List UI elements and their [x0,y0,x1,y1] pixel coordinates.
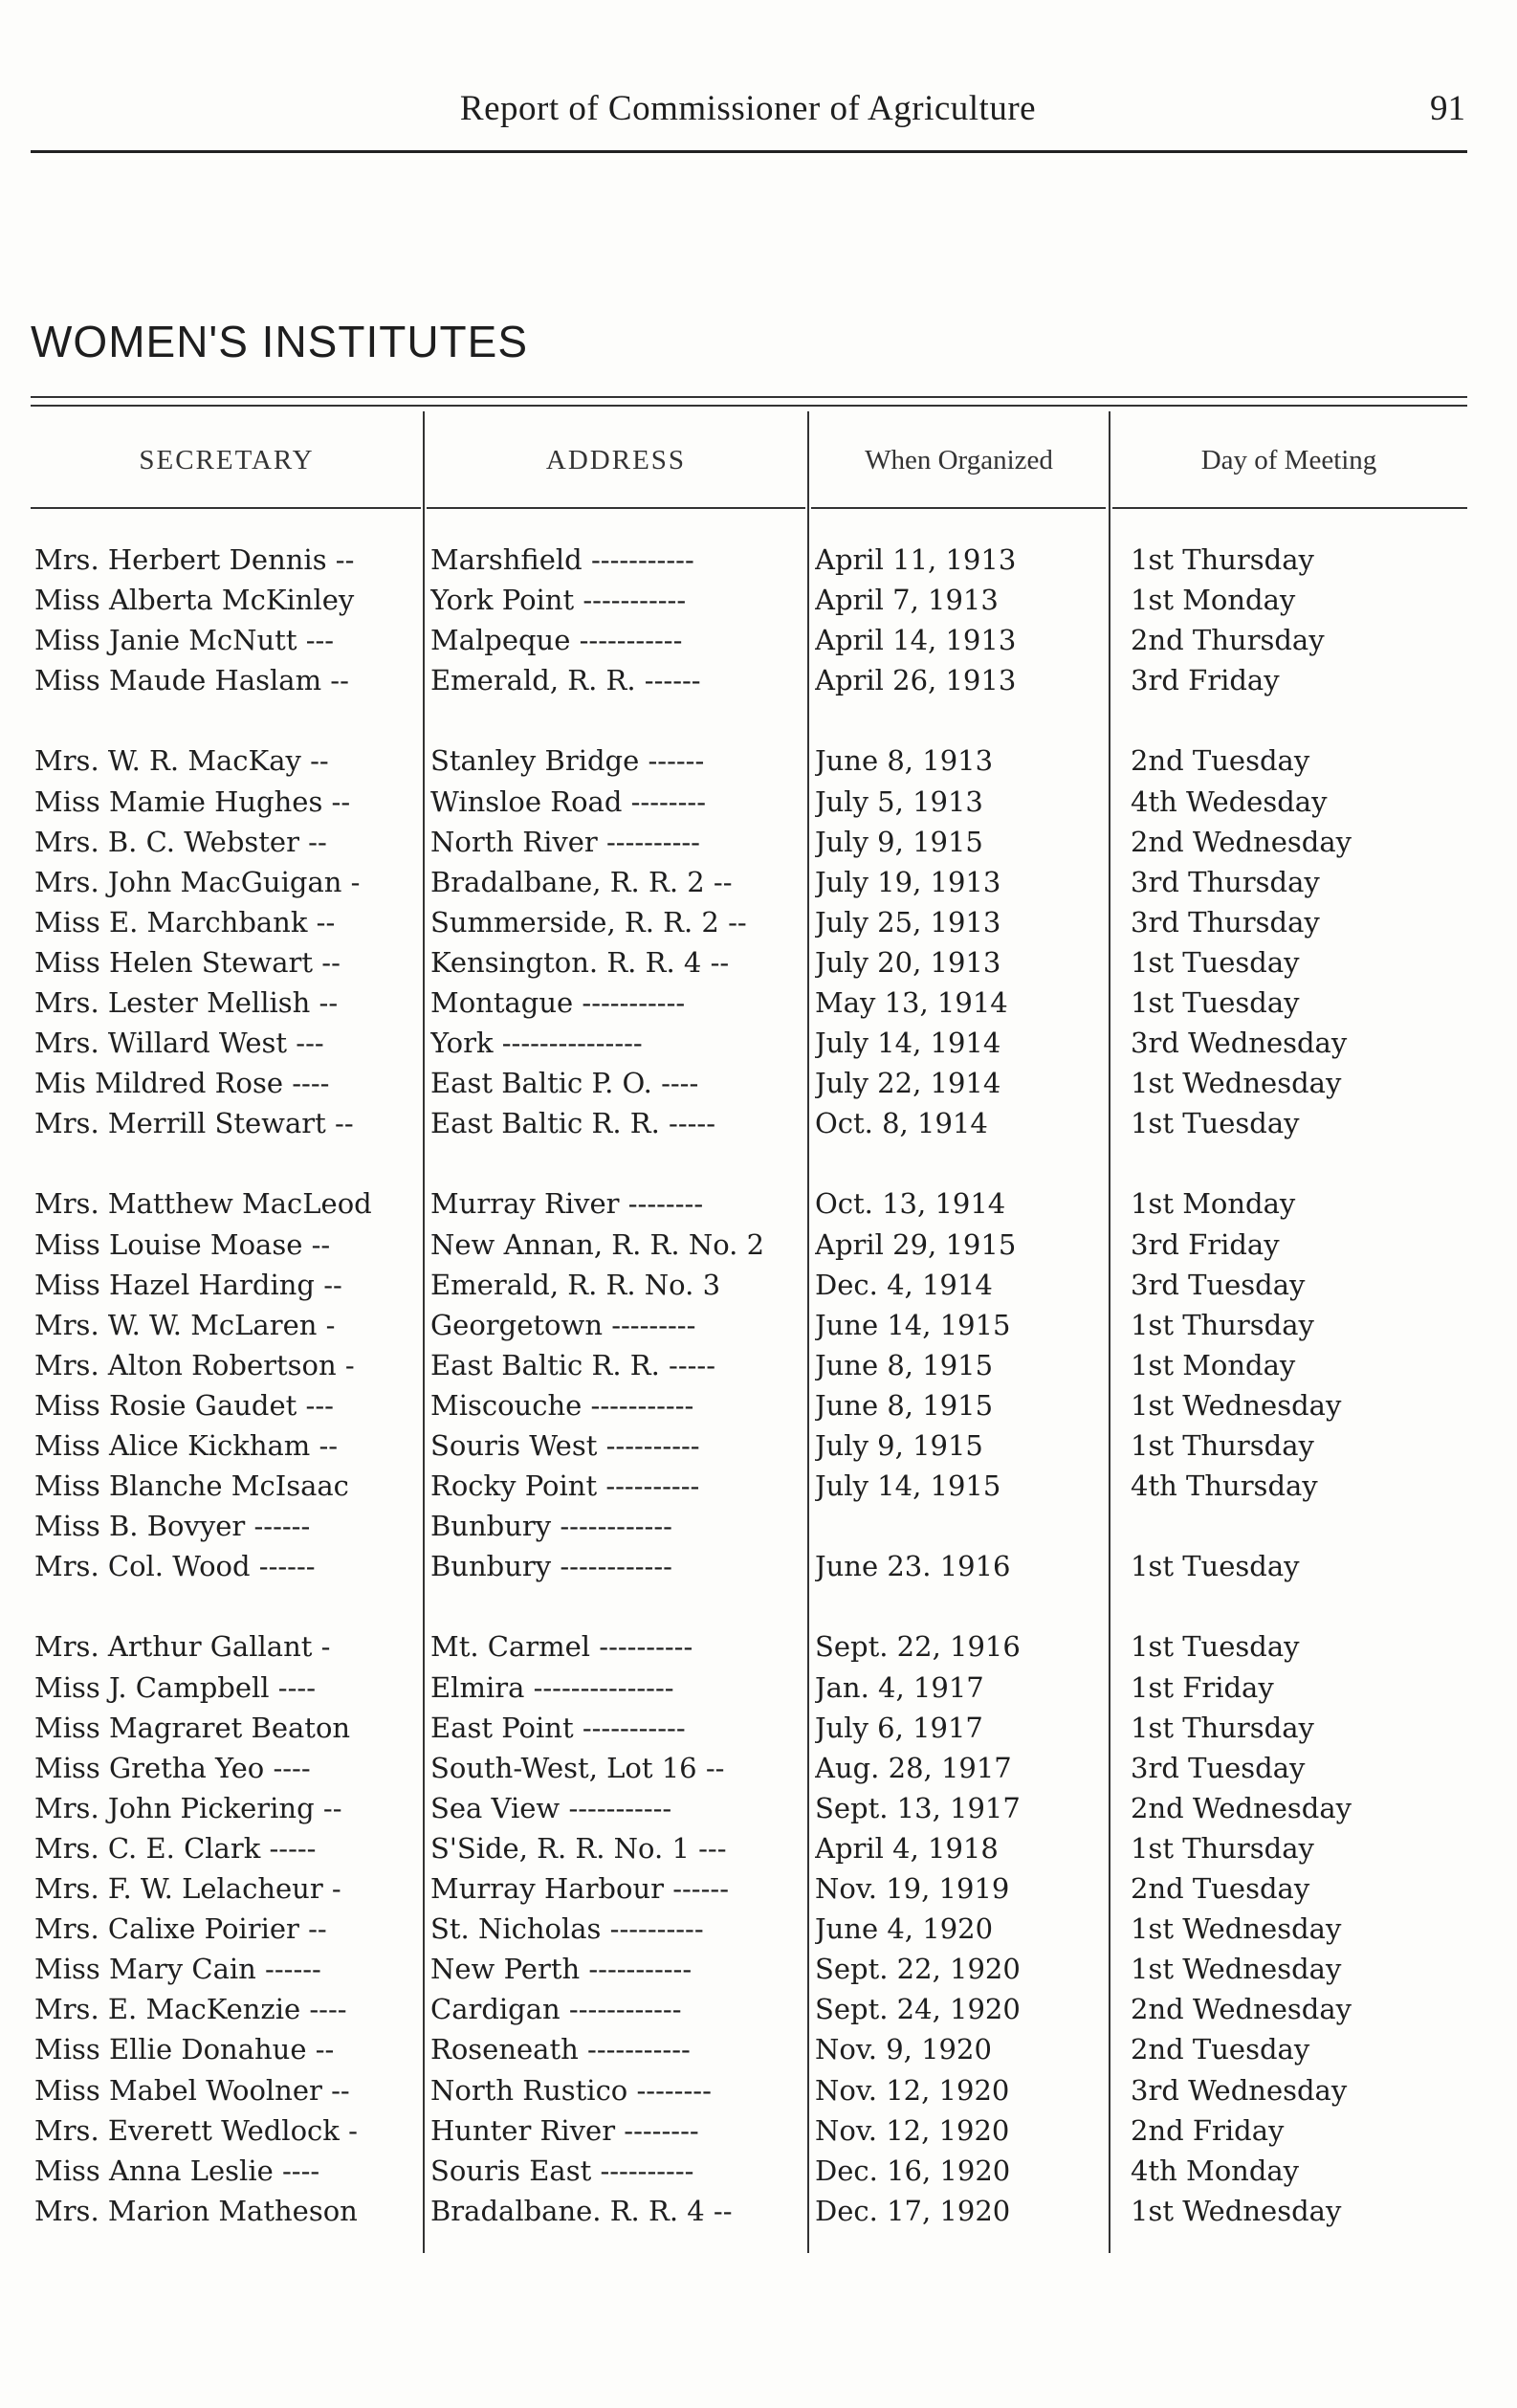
cell-address: Elmira --------------- [430,1670,674,1704]
cell-address: Emerald, R. R. ------ [430,664,701,697]
cell-address: Sea View ----------- [430,1791,672,1824]
cell-day-of-meeting: 3rd Friday [1131,1227,1280,1261]
cell-address: Marshfield ----------- [430,543,694,576]
cell-secretary: Mrs. John Pickering -- [34,1791,342,1824]
table-row [31,862,1467,902]
cell-when-organized: Nov. 9, 1920 [815,2033,992,2066]
column-header-secretary: SECRETARY [139,445,315,475]
cell-secretary: Miss Alice Kickham -- [34,1429,339,1462]
cell-when-organized: Oct. 13, 1914 [815,1187,1006,1221]
cell-secretary: Miss Helen Stewart -- [34,945,341,979]
cell-address: North River ---------- [430,825,700,858]
cell-day-of-meeting: 2nd Tuesday [1131,744,1310,778]
cell-when-organized: April 29, 1915 [815,1227,1017,1261]
table-row [31,620,1467,660]
cell-day-of-meeting: 3rd Thursday [1131,865,1320,898]
cell-day-of-meeting: 4th Wedesday [1131,784,1328,818]
table-row [31,822,1467,862]
cell-day-of-meeting: 1st Tuesday [1131,1550,1300,1583]
cell-day-of-meeting: 2nd Wednesday [1131,1993,1352,2026]
cell-when-organized: July 5, 1913 [815,784,983,818]
table-row [31,1828,1467,1868]
table-top-rule-inner [31,405,1467,407]
cell-secretary: Mrs. Marion Matheson [34,2194,358,2227]
cell-when-organized: Sept. 22, 1916 [815,1630,1021,1664]
cell-when-organized: June 14, 1915 [815,1308,1011,1341]
table-row [31,1868,1467,1909]
cell-day-of-meeting: 3rd Thursday [1131,905,1320,939]
cell-address: Stanley Bridge ------ [430,744,705,778]
cell-day-of-meeting: 4th Thursday [1131,1469,1318,1503]
table-row [31,782,1467,822]
cell-when-organized: Nov. 12, 1920 [815,2073,1010,2107]
cell-day-of-meeting: 1st Thursday [1131,1831,1314,1865]
table-row [31,1909,1467,1949]
page-number: 91 [1430,89,1465,128]
cell-secretary: Mrs. John MacGuigan - [34,865,361,898]
cell-when-organized: Oct. 8, 1914 [815,1107,988,1140]
column-header-when-organized: When Organized [865,445,1053,475]
table-row [31,1626,1467,1667]
cell-address: Souris West ---------- [430,1429,700,1462]
cell-secretary: Mrs. W. W. McLaren - [34,1308,336,1341]
cell-secretary: Mrs. Willard West --- [34,1027,324,1060]
cell-when-organized: July 22, 1914 [815,1067,1001,1100]
cell-secretary: Mrs. C. E. Clark ----- [34,1831,317,1865]
running-head [31,88,1465,136]
cell-secretary: Mrs. Merrill Stewart -- [34,1107,354,1140]
cell-address: Malpeque ----------- [430,624,683,657]
table-row [31,1506,1467,1546]
table-row [31,540,1467,580]
cell-when-organized: Sept. 24, 1920 [815,1993,1021,2026]
cell-address: Roseneath ----------- [430,2033,691,2066]
cell-when-organized: July 6, 1917 [815,1711,983,1744]
cell-address: East Baltic R. R. ----- [430,1348,716,1381]
cell-secretary: Mrs. B. C. Webster -- [34,825,327,858]
cell-secretary: Miss Maude Haslam -- [34,664,349,697]
cell-secretary: Miss Mamie Hughes -- [34,784,351,818]
cell-day-of-meeting: 2nd Tuesday [1131,1872,1310,1905]
table-row [31,2151,1467,2191]
cell-secretary: Miss Rosie Gaudet --- [34,1388,334,1422]
cell-secretary: Mis Mildred Rose ---- [34,1067,330,1100]
table-row [31,942,1467,983]
cell-day-of-meeting: 2nd Friday [1131,2113,1285,2147]
cell-address: S'Side, R. R. No. 1 --- [430,1831,727,1865]
table-row [31,1023,1467,1063]
cell-secretary: Mrs. E. MacKenzie ---- [34,1993,347,2026]
cell-when-organized: July 25, 1913 [815,905,1001,939]
cell-day-of-meeting: 1st Thursday [1131,1308,1314,1341]
cell-when-organized: April 14, 1913 [815,624,1017,657]
cell-address: Emerald, R. R. No. 3 [430,1268,721,1301]
cell-when-organized: June 8, 1913 [815,744,994,778]
cell-when-organized: July 14, 1914 [815,1027,1001,1060]
header-underline [1112,507,1467,509]
cell-address: North Rustico -------- [430,2073,712,2107]
table-row [31,1989,1467,2029]
table-row [31,1385,1467,1425]
cell-day-of-meeting: 3rd Friday [1131,664,1280,697]
cell-when-organized: Aug. 28, 1917 [815,1751,1012,1784]
cell-day-of-meeting: 1st Wednesday [1131,1953,1342,1986]
cell-secretary: Mrs. Lester Mellish -- [34,986,339,1019]
cell-secretary: Miss Ellie Donahue -- [34,2033,335,2066]
table-row [31,1183,1467,1224]
running-title: Report of Commissioner of Agriculture [459,89,1037,128]
table-row [31,1788,1467,1828]
table-row [31,1103,1467,1143]
cell-address: Murray River -------- [430,1187,704,1221]
table-row [31,1305,1467,1345]
cell-address: Bradalbane, R. R. 2 -- [430,865,733,898]
cell-secretary: Miss Mary Cain ------ [34,1953,321,1986]
cell-address: East Baltic R. R. ----- [430,1107,716,1140]
section-title: WOMEN'S INSTITUTES [31,317,529,366]
cell-secretary: Miss Gretha Yeo ---- [34,1751,311,1784]
table-row [31,1668,1467,1708]
cell-when-organized: Dec. 4, 1914 [815,1268,993,1301]
cell-when-organized: April 26, 1913 [815,664,1017,697]
cell-day-of-meeting: 1st Monday [1131,584,1296,617]
cell-address: York Point ----------- [430,584,687,617]
cell-secretary: Miss Hazel Harding -- [34,1268,342,1301]
cell-address: South-West, Lot 16 -- [430,1751,725,1784]
cell-secretary: Miss E. Marchbank -- [34,905,336,939]
table-row [31,1425,1467,1466]
cell-day-of-meeting: 2nd Wednesday [1131,825,1352,858]
table-row [31,1546,1467,1586]
cell-address: Bradalbane. R. R. 4 -- [430,2194,733,2227]
cell-secretary: Miss Janie McNutt --- [34,624,335,657]
cell-secretary: Mrs. F. W. Lelacheur - [34,1872,341,1905]
cell-when-organized: Nov. 12, 1920 [815,2113,1010,2147]
table-row [31,2191,1467,2231]
cell-when-organized: June 8, 1915 [815,1348,994,1381]
cell-when-organized: April 11, 1913 [815,543,1017,576]
cell-address: Cardigan ------------ [430,1993,682,2026]
cell-secretary: Mrs. W. R. MacKay -- [34,744,329,778]
cell-address: Murray Harbour ------ [430,1872,730,1905]
cell-address: New Annan, R. R. No. 2 [430,1227,765,1261]
cell-address: Summerside, R. R. 2 -- [430,905,747,939]
header-underline [31,507,421,509]
table-row [31,983,1467,1023]
cell-day-of-meeting: 4th Monday [1131,2154,1300,2187]
table-row [31,1748,1467,1788]
cell-day-of-meeting: 2nd Wednesday [1131,1791,1352,1824]
cell-when-organized: Jan. 4, 1917 [815,1670,984,1704]
cell-day-of-meeting: 3rd Tuesday [1131,1751,1306,1784]
cell-day-of-meeting: 1st Wednesday [1131,2194,1342,2227]
cell-address: Souris East ---------- [430,2154,694,2187]
cell-secretary: Miss B. Bovyer ------ [34,1510,311,1543]
table-row [31,1466,1467,1506]
cell-day-of-meeting: 3rd Wednesday [1131,2073,1348,2107]
cell-address: St. Nicholas ---------- [430,1912,704,1946]
cell-secretary: Miss Alberta McKinley [34,584,355,617]
cell-when-organized: May 13, 1914 [815,986,1008,1019]
header-underline [811,507,1106,509]
column-header-address: ADDRESS [545,445,687,475]
cell-address: New Perth ----------- [430,1953,693,1986]
table-row [31,2110,1467,2151]
cell-day-of-meeting: 1st Wednesday [1131,1067,1342,1100]
cell-day-of-meeting: 1st Tuesday [1131,945,1300,979]
cell-day-of-meeting: 1st Thursday [1131,543,1314,576]
cell-when-organized: June 8, 1915 [815,1388,994,1422]
cell-day-of-meeting: 1st Tuesday [1131,1630,1300,1664]
cell-when-organized: July 19, 1913 [815,865,1001,898]
cell-secretary: Mrs. Calixe Poirier -- [34,1912,327,1946]
cell-secretary: Mrs. Matthew MacLeod [34,1187,372,1221]
cell-day-of-meeting: 2nd Thursday [1131,624,1325,657]
cell-day-of-meeting: 3rd Wednesday [1131,1027,1348,1060]
cell-day-of-meeting: 1st Wednesday [1131,1388,1342,1422]
cell-when-organized: Nov. 19, 1919 [815,1872,1010,1905]
cell-day-of-meeting: 1st Thursday [1131,1429,1314,1462]
cell-address: Miscouche ----------- [430,1388,694,1422]
cell-when-organized: Dec. 16, 1920 [815,2154,1011,2187]
table-top-rule [31,396,1467,398]
cell-day-of-meeting: 1st Wednesday [1131,1912,1342,1946]
cell-day-of-meeting: 1st Tuesday [1131,986,1300,1019]
cell-secretary: Mrs. Arthur Gallant - [34,1630,331,1664]
cell-address: East Point ----------- [430,1711,686,1744]
cell-address: Bunbury ------------ [430,1550,672,1583]
cell-secretary: Mrs. Col. Wood ------ [34,1550,316,1583]
cell-address: York --------------- [430,1027,643,1060]
cell-address: Montague ----------- [430,986,686,1019]
cell-address: East Baltic P. O. ---- [430,1067,699,1100]
table-row [31,2029,1467,2069]
cell-secretary: Mrs. Everett Wedlock - [34,2113,358,2147]
header-underline [427,507,805,509]
cell-secretary: Miss Magraret Beaton [34,1711,351,1744]
cell-secretary: Miss Mabel Woolner -- [34,2073,350,2107]
cell-address: Bunbury ------------ [430,1510,672,1543]
table-row [31,1345,1467,1385]
table-row [31,902,1467,942]
cell-when-organized: Sept. 22, 1920 [815,1953,1021,1986]
cell-when-organized: July 20, 1913 [815,945,1001,979]
cell-address: Georgetown --------- [430,1308,696,1341]
table-row [31,740,1467,781]
table-row [31,580,1467,620]
cell-day-of-meeting: 3rd Tuesday [1131,1268,1306,1301]
header-rule [31,150,1467,153]
cell-address: Hunter River -------- [430,2113,699,2147]
cell-when-organized: Sept. 13, 1917 [815,1791,1021,1824]
table-row [31,660,1467,700]
table-row [31,1708,1467,1748]
cell-when-organized: April 7, 1913 [815,584,999,617]
cell-day-of-meeting: 1st Tuesday [1131,1107,1300,1140]
table-row [31,1063,1467,1103]
cell-day-of-meeting: 1st Monday [1131,1348,1296,1381]
cell-day-of-meeting: 1st Friday [1131,1670,1274,1704]
cell-day-of-meeting: 1st Thursday [1131,1711,1314,1744]
column-header-day-of-meeting: Day of Meeting [1200,445,1377,475]
cell-day-of-meeting: 1st Monday [1131,1187,1296,1221]
cell-when-organized: July 14, 1915 [815,1469,1001,1503]
cell-address: Rocky Point ---------- [430,1469,700,1503]
table-row [31,1265,1467,1305]
cell-secretary: Miss Blanche McIsaac [34,1469,349,1503]
cell-secretary: Mrs. Herbert Dennis -- [34,543,355,576]
cell-address: Mt. Carmel ---------- [430,1630,693,1664]
cell-when-organized: April 4, 1918 [815,1831,999,1865]
cell-when-organized: July 9, 1915 [815,825,983,858]
table-row [31,2070,1467,2110]
cell-address: Kensington. R. R. 4 -- [430,945,730,979]
cell-when-organized: June 4, 1920 [815,1912,994,1946]
cell-secretary: Miss Anna Leslie ---- [34,2154,320,2187]
cell-secretary: Miss Louise Moase -- [34,1227,331,1261]
cell-when-organized: June 23. 1916 [815,1550,1011,1583]
cell-secretary: Miss J. Campbell ---- [34,1670,316,1704]
cell-secretary: Mrs. Alton Robertson - [34,1348,355,1381]
table-row [31,1949,1467,1989]
cell-when-organized: July 9, 1915 [815,1429,983,1462]
institutes-table [31,392,1467,2253]
table-row [31,1225,1467,1265]
cell-when-organized: Dec. 17, 1920 [815,2194,1011,2227]
cell-day-of-meeting: 2nd Tuesday [1131,2033,1310,2066]
cell-address: Winsloe Road -------- [430,784,707,818]
